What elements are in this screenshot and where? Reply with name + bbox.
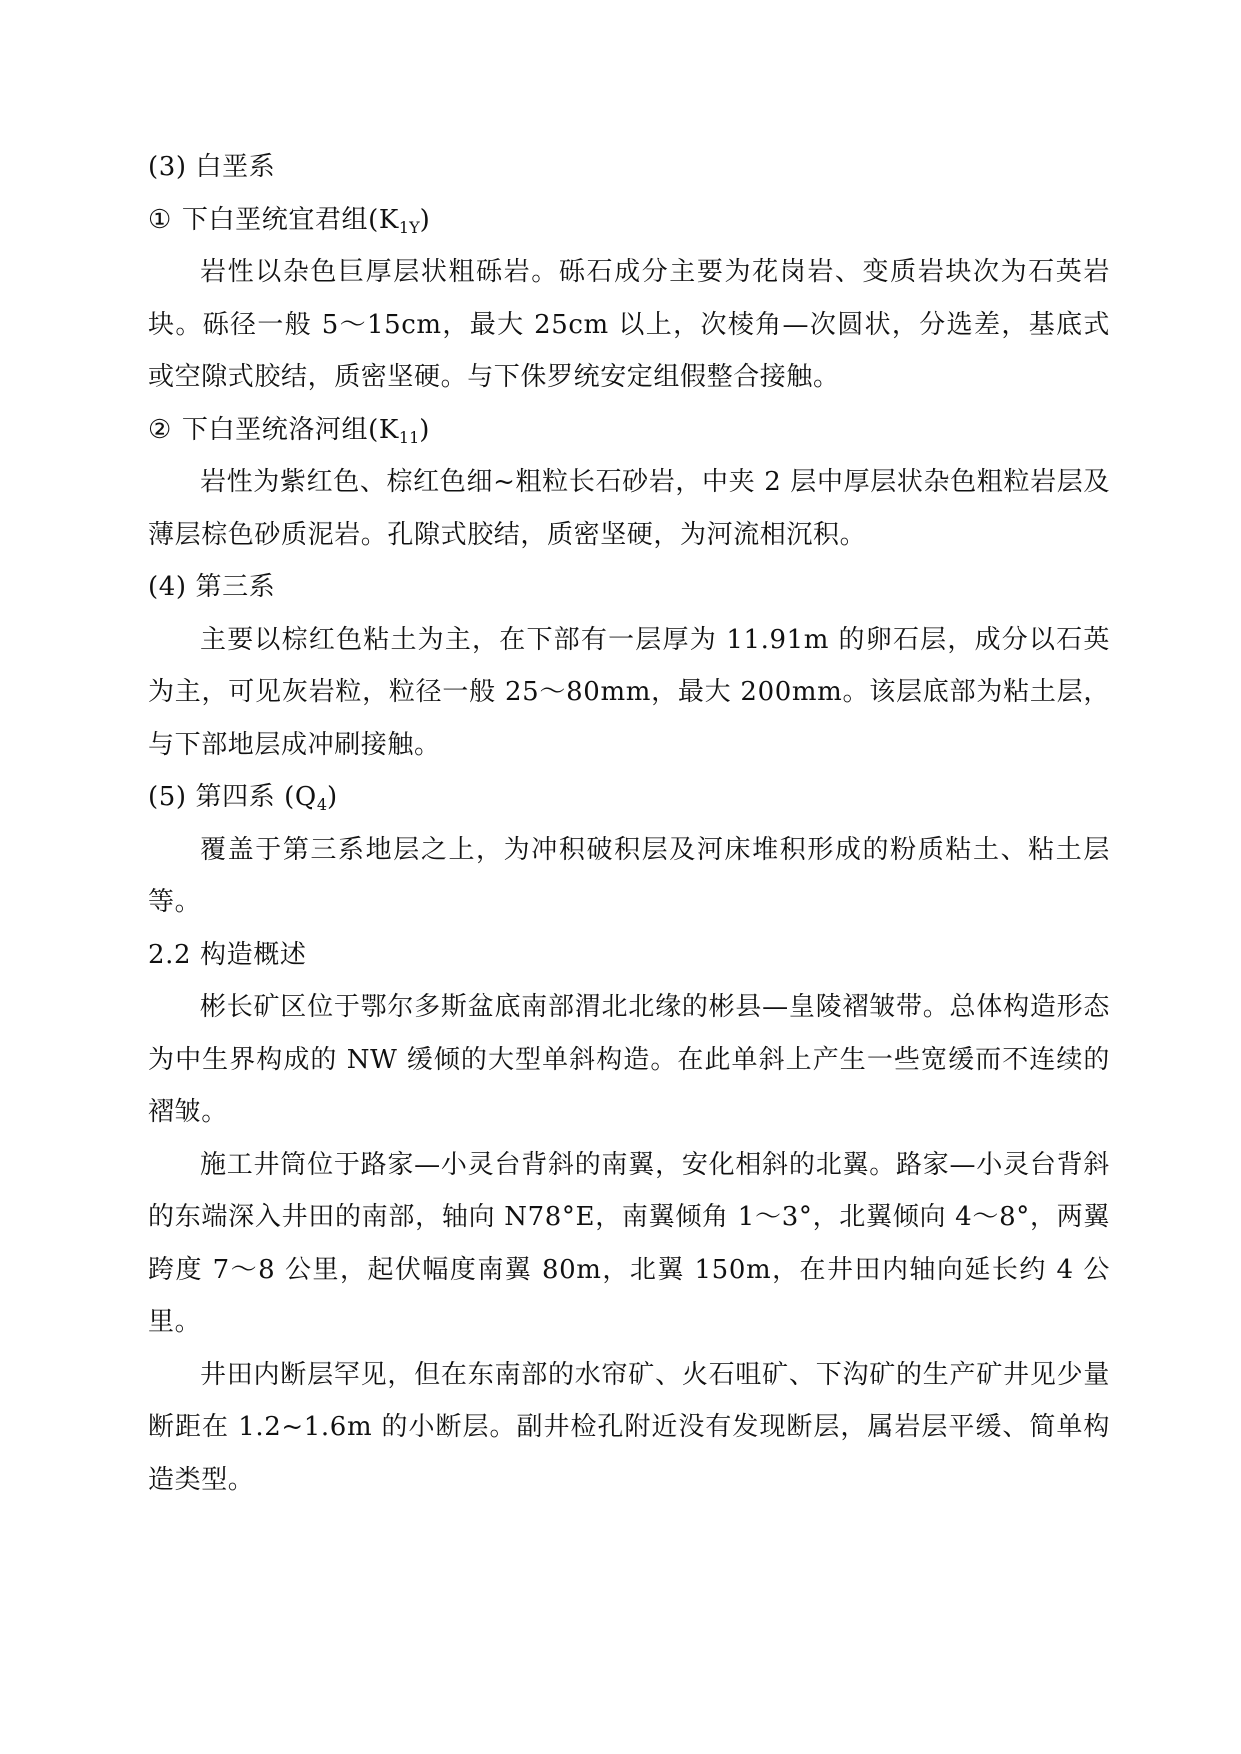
closing-paren: ) — [419, 414, 430, 445]
formation-code-subscript: 11 — [398, 427, 420, 447]
subsection-heading-luohe — [148, 404, 1110, 457]
circled-number-1: ① — [148, 204, 172, 235]
subsection-heading-yijun — [148, 194, 1110, 247]
closing-paren: ) — [327, 782, 338, 812]
paragraph-tertiary: 主要以棕红色粘土为主，在下部有一层厚为 11.91m 的卵石层，成分以石英为主，可见灰岩粒，粒径一般 25～80mm，最大 200mm。该层底部为粘土层，与下部地层成冲刷接触。 — [148, 624, 1110, 760]
page-content — [148, 141, 1110, 1506]
section-heading-tertiary: (4) 第三系 — [148, 572, 276, 602]
paragraph-structure-anticline: 施工井筒位于路家—小灵台背斜的南翼，安化相斜的北翼。路家—小灵台背斜的东端深入井田的南部，轴向 N78°E，南翼倾角 1～3°，北翼倾向 4～8°，两翼跨度 7～8 公里，起伏幅度南翼 80m，北翼 150m，在井田内轴向延长约 4 公里。 — [148, 1149, 1110, 1337]
paragraph-yijun-lithology: 岩性以杂色巨厚层状粗砾岩。砾石成分主要为花岗岩、变质岩块次为石英岩块。砾径一般 5～15cm，最大 25cm 以上，次棱角—次圆状，分选差，基底式或空隙式胶结，质密坚硬。与下侏罗统安定组假整合接触。 — [148, 257, 1110, 392]
subsection-title-yijun: 下白垩统宜君组(K — [181, 204, 399, 235]
section-heading-cretaceous: (3) 白垩系 — [148, 152, 276, 182]
section-heading-structure: 2.2 构造概述 — [148, 939, 307, 970]
paragraph-structure-overview: 彬长矿区位于鄂尔多斯盆底南部渭北北缘的彬县—皇陵褶皱带。总体构造形态为中生界构成的 NW 缓倾的大型单斜构造。在此单斜上产生一些宽缓而不连续的褶皱。 — [148, 992, 1110, 1127]
closing-paren: ) — [419, 204, 431, 235]
paragraph-structure-faults: 井田内断层罕见，但在东南部的水帘矿、火石咀矿、下沟矿的生产矿井见少量断距在 1.2~1.6m 的小断层。副井检孔附近没有发现断层，属岩层平缓、简单构造类型。 — [148, 1359, 1110, 1495]
formation-code-subscript: 1Y — [398, 217, 420, 237]
section-title-quaternary: (5) 第四系 (Q — [148, 782, 317, 812]
subsection-title-luohe: 下白垩统洛河组(K — [181, 414, 399, 445]
circled-number-2: ② — [148, 414, 172, 445]
section-heading-quaternary — [148, 771, 1110, 824]
paragraph-quaternary: 覆盖于第三系地层之上，为冲积破积层及河床堆积形成的粉质粘土、粘土层等。 — [148, 834, 1110, 917]
paragraph-luohe-lithology: 岩性为紫红色、棕红色细~粗粒长石砂岩，中夹 2 层中厚层状杂色粗粒岩层及薄层棕色砂质泥岩。孔隙式胶结，质密坚硬，为河流相沉积。 — [148, 467, 1110, 550]
formation-code-subscript: 4 — [316, 795, 328, 814]
